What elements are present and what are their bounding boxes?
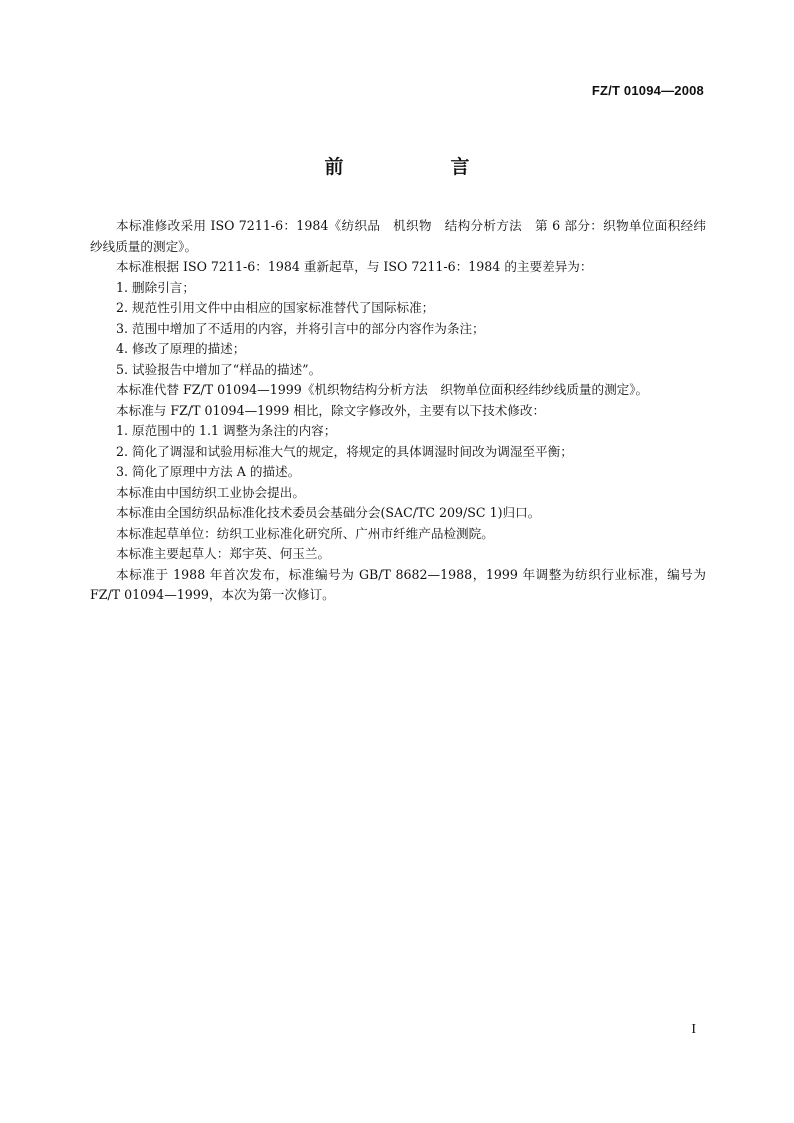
page-number: I bbox=[691, 1022, 696, 1037]
paragraph-drafting-units: 本标准起草单位：纺织工业标准化研究所、广州市纤维产品检测院。 bbox=[116, 525, 494, 541]
list-item: 3. 简化了原理中方法 A 的描述。 bbox=[116, 464, 301, 479]
foreword-body bbox=[90, 216, 706, 606]
paragraph-proposer: 本标准由中国纺织工业协会提出。 bbox=[116, 484, 305, 500]
page-title: 前 言 bbox=[324, 156, 514, 178]
list-item: 5. 试验报告中增加了“样品的描述”。 bbox=[116, 361, 322, 377]
list-item: 2. 简化了调湿和试验用标准大气的规定，将规定的具体调湿时间改为调湿至平衡； bbox=[116, 443, 573, 459]
list-item: 3. 范围中增加了不适用的内容，并将引言中的部分内容作为条注； bbox=[116, 320, 485, 336]
list-item: 2. 规范性引用文件中由相应的国家标准替代了国际标准； bbox=[116, 300, 435, 315]
paragraph-adoption: 本标准修改采用 ISO 7211-6：1984《纺织品 机织物 结构分析方法 第 6 部分：织物单位面积经纬纱线质量的测定》。 bbox=[90, 218, 706, 254]
paragraph-differences-intro: 本标准根据 ISO 7211-6：1984 重新起草，与 ISO 7211-6：1984 的主要差异为： bbox=[116, 259, 593, 274]
standard-code: FZ/T 01094—2008 bbox=[591, 83, 704, 98]
paragraph-changes-intro: 本标准与 FZ/T 01094—1999 相比，除文字修改外，主要有以下技术修改： bbox=[116, 402, 546, 418]
list-item: 4. 修改了原理的描述； bbox=[116, 341, 246, 356]
paragraph-drafters: 本标准主要起草人：郑宇英、何玉兰。 bbox=[116, 546, 331, 561]
list-item: 1. 原范围中的 1.1 调整为条注的内容； bbox=[116, 423, 337, 438]
paragraph-history: 本标准于 1988 年首次发布，标准编号为 GB/T 8682—1988，1999 年调整为纺织行业标准，编号为 FZ/T 01094—1999，本次为第一次修订。 bbox=[90, 566, 706, 602]
list-item: 1. 删除引言； bbox=[116, 279, 195, 295]
paragraph-replaces: 本标准代替 FZ/T 01094—1999《机织物结构分析方法 织物单位面积经纬纱线质量的测定》。 bbox=[116, 382, 649, 397]
paragraph-committee: 本标准由全国纺织品标准化技术委员会基础分会(SAC/TC 209/SC 1)归口。 bbox=[116, 505, 541, 520]
